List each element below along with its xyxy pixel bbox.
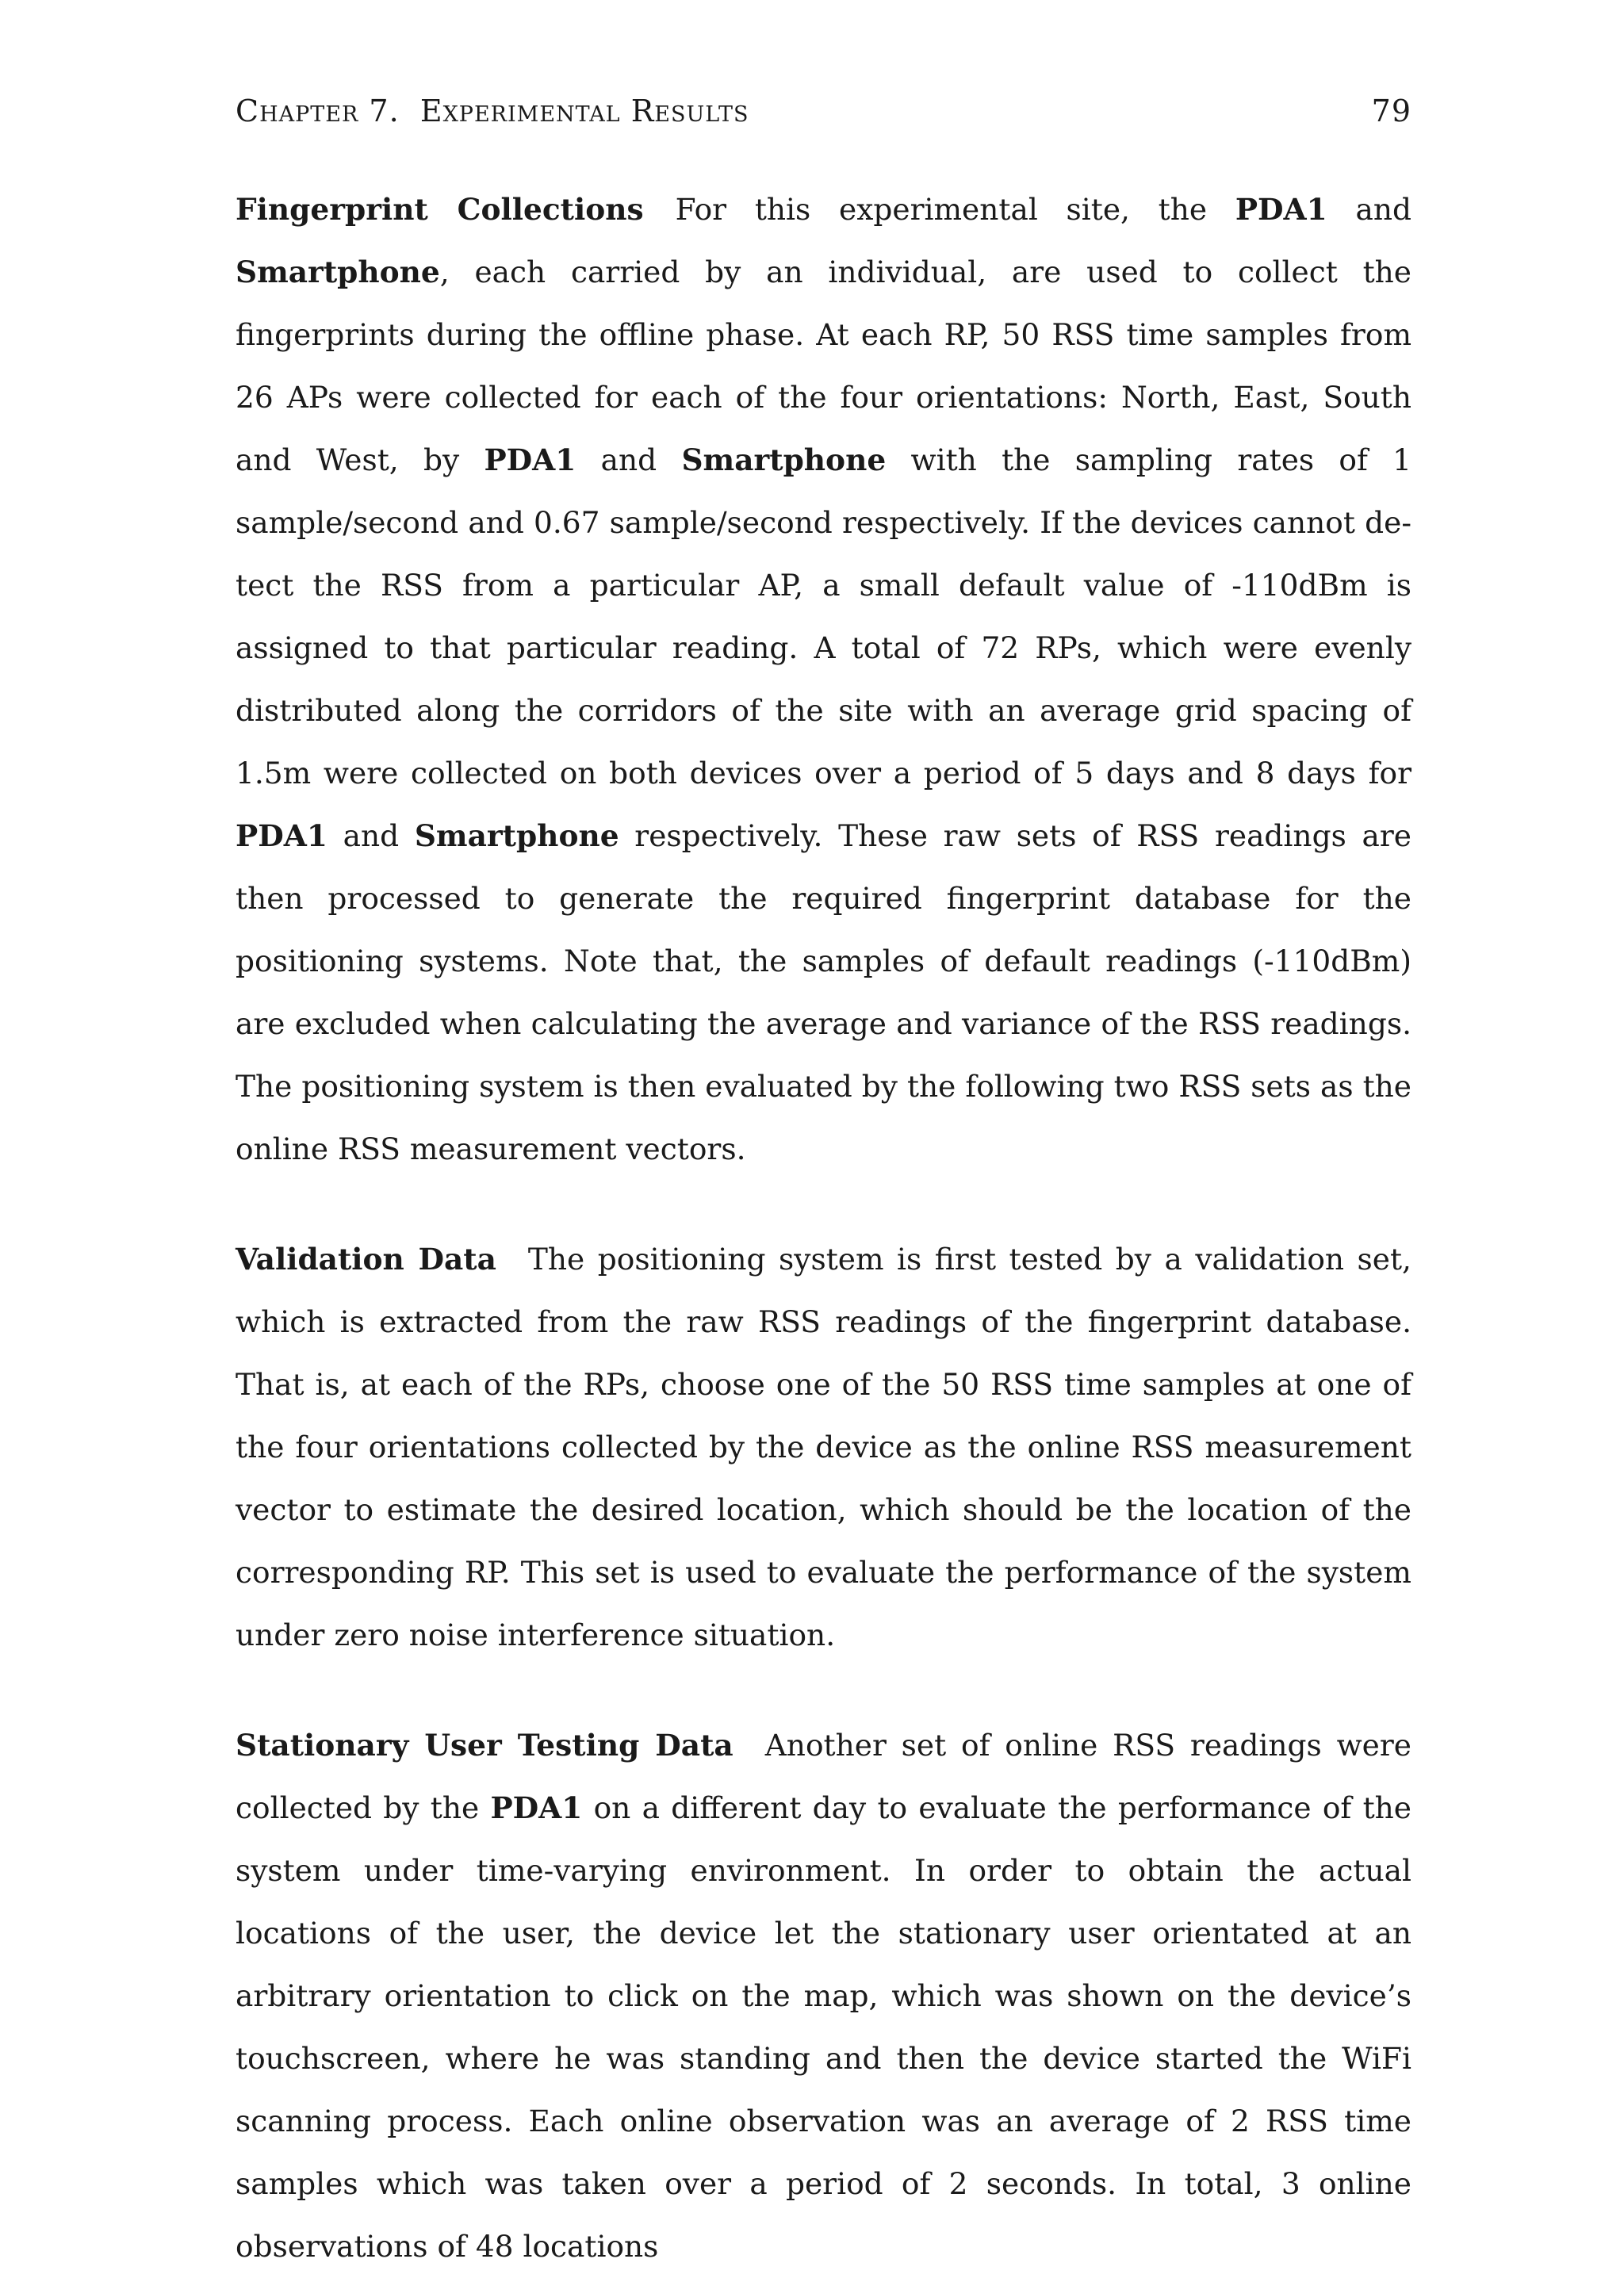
paragraph-stationary-user-testing (236, 1714, 1411, 2278)
chapter-title: Experimental Results (419, 94, 749, 128)
device-name-pda1: PDA1 (236, 818, 327, 853)
device-name-pda1: PDA1 (490, 1790, 583, 1825)
running-header (236, 94, 1411, 128)
text-run: respectively. These raw sets of RSS readings are then processed to generate the required fingerprint database for the positioning systems. Note that, the samples of default readings (-110dBm) are excluded when calculating the average and variance of the RSS readings. The positioning system is then evaluated by the following two RSS sets as the online RSS measurement vectors. (236, 818, 1412, 1166)
chapter-header (236, 94, 749, 128)
section-heading-stationary: Stationary User Testing Data (236, 1728, 733, 1763)
text-run: and (576, 442, 682, 477)
text-run: on a different day to evaluate the performance of the system under time-varying environment. In order to obtain the actual locations of the user, the device let the stationary user orientated at an arbitrary orientation to click on the map, which was shown on the device’s touchscreen, where he was standing and then the device started the WiFi scanning process. Each online observation was an average of 2 RSS time samples which was taken over a period of 2 seconds. In total, 3 online observations of 48 locations (236, 1790, 1411, 2264)
device-name-pda1: PDA1 (484, 442, 576, 477)
text-run: and (327, 818, 415, 853)
paragraph-fingerprint-collections (236, 178, 1411, 1181)
page-body (236, 178, 1411, 2278)
section-heading-fingerprint: Fingerprint Collections (236, 192, 644, 227)
text-run: Another set of online RSS readings were collected by the (236, 1728, 1411, 1825)
device-name-pda1: PDA1 (1235, 192, 1327, 227)
text-run: and (1327, 192, 1411, 227)
device-name-smartphone: Smartphone (681, 442, 887, 477)
section-heading-validation: Validation Data (236, 1242, 496, 1277)
device-name-smartphone: Smartphone (236, 255, 440, 289)
page-number: 79 (1371, 94, 1411, 128)
text-run: For this experimental site, the (675, 192, 1235, 227)
paragraph-validation-data (236, 1228, 1411, 1667)
text-run: The positioning system is first tested by a validation set, which is extracted from the raw RSS readings of the fingerprint database. That is, at each of the RPs, choose one of the 50 RSS time samples at one of the four orientations collected by the device as the online RSS measurement vector to estimate the desired location, which should be the location of the corresponding RP. This set is used to evaluate the performance of the system under zero noise interference situation. (236, 1242, 1411, 1652)
device-name-smartphone: Smartphone (414, 818, 619, 853)
text-run: with the sampling rates of 1 sample/second and 0.67 sample/second respectively. If the devices cannot detect the RSS from a particular AP, a small default value of -110dBm is assigned to that particular reading. A total of 72 RPs, which were evenly distributed along the corridors of the site with an average grid spacing of 1.5m were collected on both devices over a period of 5 days and 8 days for (236, 442, 1411, 791)
text-run: , each carried by an individual, are used to collect the fingerprints during the offline phase. At each RP, 50 RSS time samples from 26 APs were collected for each of the four orientations: North, East, South and West, by (236, 255, 1411, 477)
chapter-label: Chapter 7. (236, 94, 400, 128)
